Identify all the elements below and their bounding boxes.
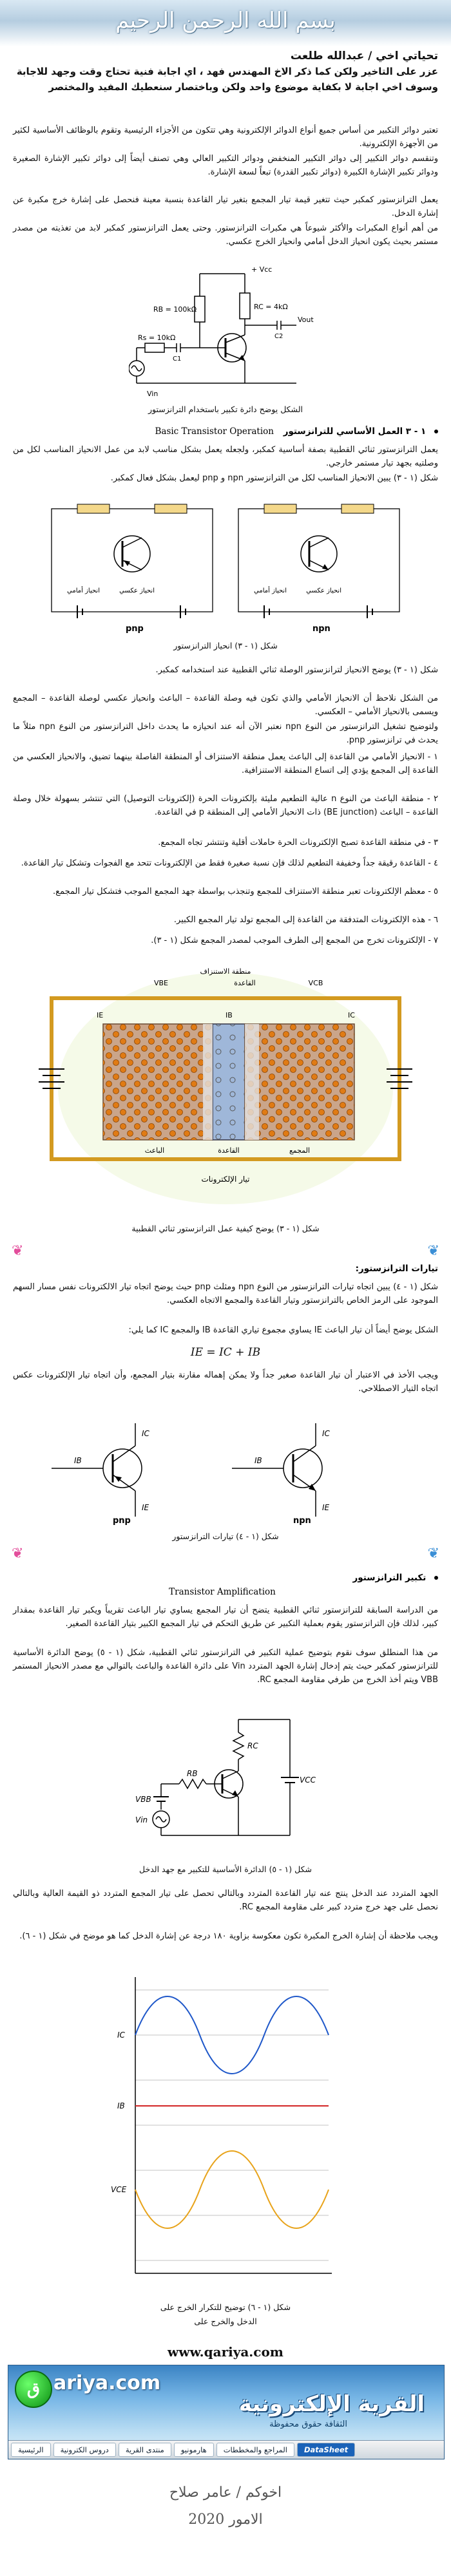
fig4-npn bbox=[232, 1423, 331, 1526]
site-banner[interactable] bbox=[8, 2365, 445, 2459]
section1b-list1: ١ - الانحياز الأمامي من القاعدة إلى الباعث يعمل منطقة الاستنزاف أو المنطقة الفاصلة بينهما تضيق، والانحياز العكسي من القاعدة إلى المجمع يؤدي إلى اتساع المنطقة الاستنزافية. bbox=[13, 752, 438, 776]
fig4-pnp-ib: IB bbox=[74, 1456, 82, 1465]
fig3-base-label: القاعدة bbox=[218, 1146, 240, 1155]
section2-heading: تيارات الترانزستور: bbox=[355, 1264, 438, 1274]
nav-home[interactable]: الرئيسية bbox=[11, 2443, 51, 2457]
section1b-list5: ٥ - معظم الإلكترونات تعبر منطقة الاستنزاف للمجمع وتنجذب بواسطة جهد المجمع الموجب فتشكل تيار المجمع. bbox=[53, 887, 438, 896]
butterfly-icon: ❦ bbox=[427, 1546, 439, 1562]
section1b-p1: شكل (١ - ٣) يوضح الانحياز لترانزستور الوصلة ثنائي القطبية عند استخدامه كمكبر. bbox=[155, 665, 438, 675]
fig3-caption: شكل (١ - ٣) يوضح كيفية عمل الترانزستور ثنائي القطبية bbox=[131, 1224, 320, 1233]
fig2-reverse-label-pnp: انحياز عكسي bbox=[119, 587, 155, 594]
fig3-operation-diagram bbox=[13, 960, 438, 1217]
fig6-caption2: الدخل والخرج على bbox=[194, 2316, 257, 2326]
fig1-c1-label: C1 bbox=[173, 355, 182, 363]
section3-p1: من الدراسة السابقة للترانزستور ثنائي القطبية يتضح أن تيار المجمع يساوي تيار الباعث تقريباً ويكبر تيار القاعدة بمقدار كبير، لذلك فإن الترانزستور يقوم بعملية التكبير عن طريق التحكم في تيار المجمع الكبير بتيار القاعدة الصغير. bbox=[13, 1605, 438, 1629]
fig3-ic-label: IC bbox=[348, 1011, 355, 1019]
fig4-pnp-label: pnp bbox=[113, 1516, 131, 1526]
fig3-electron-flow: تيار الإلكترونات bbox=[201, 1175, 250, 1184]
fig3-vcb-label: VCB bbox=[308, 979, 323, 987]
fig4-caption: شكل (١ - ٤) تيارات الترانزستور bbox=[172, 1531, 279, 1541]
section1b-list2: ٢ - منطقة الباعث من النوع n عالية التطعيم مليئة بإلكترونات الحرة (إلكترونات التوصيل) التي تنتشر بسهولة خلال وصلة القاعدة – الباعث (BE junction) ذات الانحياز الأمامي إلى المنطقة p في القاعدة. bbox=[13, 794, 438, 818]
greeting-title: تحياتي اخي / عبدالله طلعت bbox=[290, 50, 438, 62]
section1-title-en: Basic Transistor Operation bbox=[155, 426, 274, 437]
section1b-list4: ٤ - القاعدة رقيقة جداً وخفيفة التطعيم لذلك فإن نسبة صغيرة فقط من الإلكترونات تتحد مع الفجوات وتشكل تيار القاعدة. bbox=[21, 858, 438, 868]
nav-harmonio[interactable]: هارمونيو bbox=[174, 2443, 214, 2457]
section1-p2: شكل (١ - ٣) يبين الانحياز المناسب لكل من الترانزستور npn و pnp ليعمل بشكل فعال كمكبر. bbox=[110, 473, 438, 483]
fig5-rb-label: RB bbox=[187, 1769, 198, 1778]
fig6-ic-label: IC bbox=[117, 2031, 125, 2040]
fig5-vin-label: Vin bbox=[135, 1815, 148, 1824]
fig1-rs-label: Rs = 10kΩ bbox=[138, 334, 176, 342]
fig5-vbb-label: VBB bbox=[135, 1795, 151, 1804]
banner-nav-bar bbox=[8, 2440, 444, 2459]
fig5-vcc-label: VCC bbox=[300, 1776, 316, 1785]
fig3-ie-label: IE bbox=[97, 1011, 104, 1019]
paragraph-2: وتنقسم دوائر التكبير إلى دوائر التكبير المنخفض ودوائر التكبير العالي وهي تصنف أيضاً إلى دوائر تكبير الإشارة الصغيرة ودوائر تكبير الإشارة الكبيرة (دوائر تكبير القدرة) تبعاً لسعة الإشارة. bbox=[13, 154, 438, 178]
section1b-list7: ٧ - الإلكترونات تخرج من المجمع إلى الطرف الموجب لمصدر المجمع شكل (١ - ٣). bbox=[151, 936, 438, 945]
section1-heading bbox=[13, 425, 438, 438]
basmala: بسم الله الرحمن الرحيم bbox=[115, 8, 336, 33]
fig4-npn-label: npn bbox=[293, 1516, 311, 1526]
fig1-amplifier-circuit bbox=[129, 264, 322, 402]
butterfly-icon: ❦ bbox=[12, 1546, 24, 1562]
fig1-in-label: Vin bbox=[147, 390, 158, 398]
nav-datasheet[interactable]: DataSheet bbox=[297, 2443, 355, 2457]
section3b-p1: الجهد المتردد عند الدخل ينتج عنه تيار القاعدة المتردد وبالتالي تحصل على تيار المجمع المتردد ذو القيمة العالية وبالتالي نحصل على جهد خرج متردد كبير على مقاومة المجمع RC. bbox=[13, 1889, 438, 1913]
fig5-caption: شكل (١ - ٥) الدائرة الأساسية للتكبير مع جهد الدخل bbox=[139, 1864, 312, 1874]
fig2-npn-circuit bbox=[238, 504, 399, 634]
fig2-pnp-label: pnp bbox=[126, 624, 144, 634]
paragraph-3: يعمل الترانزستور كمكبر حيث تتغير قيمة تيار المجمع بتغير تيار القاعدة بنسبة معينة فنحصل على إشارة خرج مكبرة عن إشارة الدخل. bbox=[13, 195, 438, 219]
banner-slogan: الثقافة حقوق محفوظة bbox=[269, 2420, 347, 2429]
fig1-rc-label: RC = 4kΩ bbox=[254, 303, 288, 311]
bullet-icon bbox=[434, 430, 438, 433]
fig1-vcc-label: + Vcc bbox=[251, 265, 273, 274]
fig1-out-label: Vout bbox=[298, 316, 314, 324]
site-logo: ق bbox=[15, 2371, 52, 2408]
fig3-emitter-label: الباعث bbox=[144, 1146, 165, 1155]
fig6-vce-label: VCE bbox=[111, 2185, 127, 2194]
fig4-pnp bbox=[52, 1423, 150, 1526]
header-banner bbox=[0, 0, 451, 46]
fig1-caption: الشكل يوضح دائرة تكبير باستخدام الترانزستور bbox=[148, 404, 303, 414]
section2-p1: شكل (١ - ٤) يبين اتجاه تيارات الترانزستور من النوع npn ومثلث pnp حيث يوضح اتجاه تيار الالكترونات نفس مسار السهم الموجود على الرمز الخاص بالترانزستور وتيار القاعدة والمجمع الاتجاه العكسي. bbox=[13, 1282, 438, 1306]
current-formula: IE = IC + IB bbox=[190, 1346, 261, 1359]
fig2-forward-label-pnp: انحياز أمامي bbox=[67, 587, 100, 594]
section1b-list3: ٣ - في منطقة القاعدة تصبح الإلكترونات الحرة حاملات أقلية وتنتشر تجاه المجمع. bbox=[158, 838, 438, 848]
section2-p3: ويجب الأخذ في الاعتبار أن تيار القاعدة صغير جداً ولا يمكن إهماله مقارنة بتيار المجمع، وأن اتجاه تيار الإلكترونات عكس اتجاه التيار الاصطلاحي. bbox=[13, 1370, 438, 1394]
fig4-npn-ie: IE bbox=[322, 1503, 330, 1512]
fig1-rb-label: RB = 100kΩ bbox=[153, 305, 197, 314]
section3-title-en: Transistor Amplification bbox=[169, 1587, 276, 1597]
section3-title: تكبير الترانزستور bbox=[352, 1573, 427, 1583]
author-signature: اخوكم / عامر صلاح bbox=[169, 2485, 282, 2501]
fig4-npn-ic: IC bbox=[322, 1429, 330, 1438]
section1-number: ١ - ٣ bbox=[405, 426, 427, 437]
banner-site-name: ariya.com bbox=[53, 2372, 161, 2394]
section3-heading bbox=[13, 1571, 438, 1584]
year-text: الامور 2020 bbox=[188, 2512, 263, 2528]
fig6-waveform-graph bbox=[110, 1964, 341, 2299]
section2-p2: الشكل يوضح أيضاً أن تيار الباعث IE يساوي مجموع تياري القاعدة IB والمجمع IC كما يلي: bbox=[128, 1325, 438, 1335]
fig5-rc-label: RC bbox=[247, 1741, 258, 1750]
banner-title: القرية الإلكترونية bbox=[238, 2391, 425, 2417]
site-url-link[interactable]: www.qariya.com bbox=[168, 2344, 283, 2360]
fig4-currents-diagram bbox=[39, 1417, 412, 1526]
section1b-p2: من الشكل نلاحظ أن الانحياز الأمامي والذي تكون فيه وصلة القاعدة – الباعث وانحياز عكسي لوصلة القاعدة – المجمع ويسمى بالانحياز الأمامي – العكسي. bbox=[13, 694, 438, 717]
fig2-caption: شكل (١ - ٣) انحياز الترانزستور bbox=[173, 641, 278, 650]
section3b-p2: ويجب ملاحظة أن إشارة الخرج المكبرة تكون معكوسة بزاوية ١٨٠ درجة عن إشارة الدخل كما هو موضح في شكل (١ - ٦). bbox=[19, 1931, 438, 1941]
section1-p1: يعمل الترانزستور ثنائي القطبية بصفة أساسية كمكبر، ولجعله يعمل بشكل مناسب لابد من عمل الانحياز المناسب لكل من وصلتيه بجهد تيار مستمر خارجي. bbox=[13, 445, 438, 469]
fig2-reverse-label-npn: انحياز عكسي bbox=[306, 587, 341, 594]
bullet-icon bbox=[434, 1576, 438, 1580]
fig4-npn-ib: IB bbox=[254, 1456, 262, 1465]
fig1-c2-label: C2 bbox=[274, 333, 283, 340]
section1-title: العمل الأساسي للترانزستور bbox=[283, 426, 403, 437]
fig3-base-label-top: القاعدة bbox=[234, 979, 256, 987]
fig2-pnp-circuit bbox=[52, 504, 213, 634]
fig2-forward-label-npn: انحياز أمامي bbox=[254, 587, 287, 594]
paragraph-4: من أهم أنواع المكبرات والأكثر شيوعاً هي مكبرات الترانزستور. وحتى يعمل الترانزستور كمكبر لابد من تغذيته من مصدر مستمر بحيث يكون انحياز الدخل أمامي وانحياز الخرج عكسي. bbox=[13, 223, 438, 247]
fig6-vce-wave bbox=[135, 2151, 329, 2228]
fig4-pnp-ie: IE bbox=[142, 1503, 149, 1512]
fig3-vbe-label: VBE bbox=[153, 979, 169, 987]
fig4-pnp-ic: IC bbox=[142, 1429, 149, 1438]
nav-forum[interactable]: منتدى القرية bbox=[119, 2443, 171, 2457]
greeting-block bbox=[13, 48, 438, 95]
butterfly-icon: ❦ bbox=[12, 1243, 24, 1259]
intro-text: عزر على التاخير ولكن كما ذكر الاخ المهندس فهد ، اي اجابة فنية تحتاج وقت وجهد للاجابة وسوف اخي اجابة لا بكفاية موضوع واحد ولكن وباختصار سنعطيك المفيد والمختصر bbox=[16, 66, 438, 93]
fig6-caption: شكل (١ - ٦) توضيح للتكرار الخرج على bbox=[160, 2302, 291, 2312]
fig3-ib-label: IB bbox=[225, 1011, 233, 1019]
fig2-biasing-diagram bbox=[39, 502, 412, 638]
fig3-collector-label: المجمع bbox=[289, 1146, 311, 1155]
nav-references[interactable]: المراجع والمخططات bbox=[216, 2443, 294, 2457]
fig6-ib-label: IB bbox=[117, 2101, 125, 2110]
section3-p2: من هذا المنطلق سوف نقوم بتوضيح عملية التكبير في الترانزستور ثنائي القطبية، شكل (١ - ٥) يوضح الدائرة الأساسية للترانزستور كمكبر حيث يتم إدخال إشارة الجهد المتردد Vin على دائرة القاعدة والباعث بالتوالي مع مصدر الانحياز المستمر VBB ويتم أخذ الخرج من طرفي مقاومة المجمع RC. bbox=[13, 1648, 438, 1685]
nav-lessons[interactable]: دروس الكترونية bbox=[53, 2443, 116, 2457]
butterfly-icon: ❦ bbox=[427, 1243, 439, 1259]
section1b-p3: ولتوضيح تشغيل الترانزستور من النوع npn نعتبر الآن أنه عند انحيازه ما يحدث داخل الترانزستور من النوع npn مثلاً ما يحدث في ترانزستور pnp. bbox=[13, 722, 438, 746]
fig5-amplifier-circuit bbox=[129, 1707, 322, 1861]
fig3-depletion-label: منطقة الاستنزاف bbox=[200, 967, 251, 976]
fig2-npn-label: npn bbox=[312, 624, 331, 634]
section1b-list6: ٦ - هذه الإلكترونات المتدفقة من القاعدة إلى المجمع تولد تيار المجمع الكبير. bbox=[173, 915, 438, 925]
paragraph-1: تعتبر دوائر التكبير من أساس جميع أنواع الدوائر الإلكترونية وهي تتكون من الأجزاء الرئيسية وتقوم بالوظائف الأساسية لكثير من الأجهزة الإلكترونية. bbox=[13, 126, 438, 149]
